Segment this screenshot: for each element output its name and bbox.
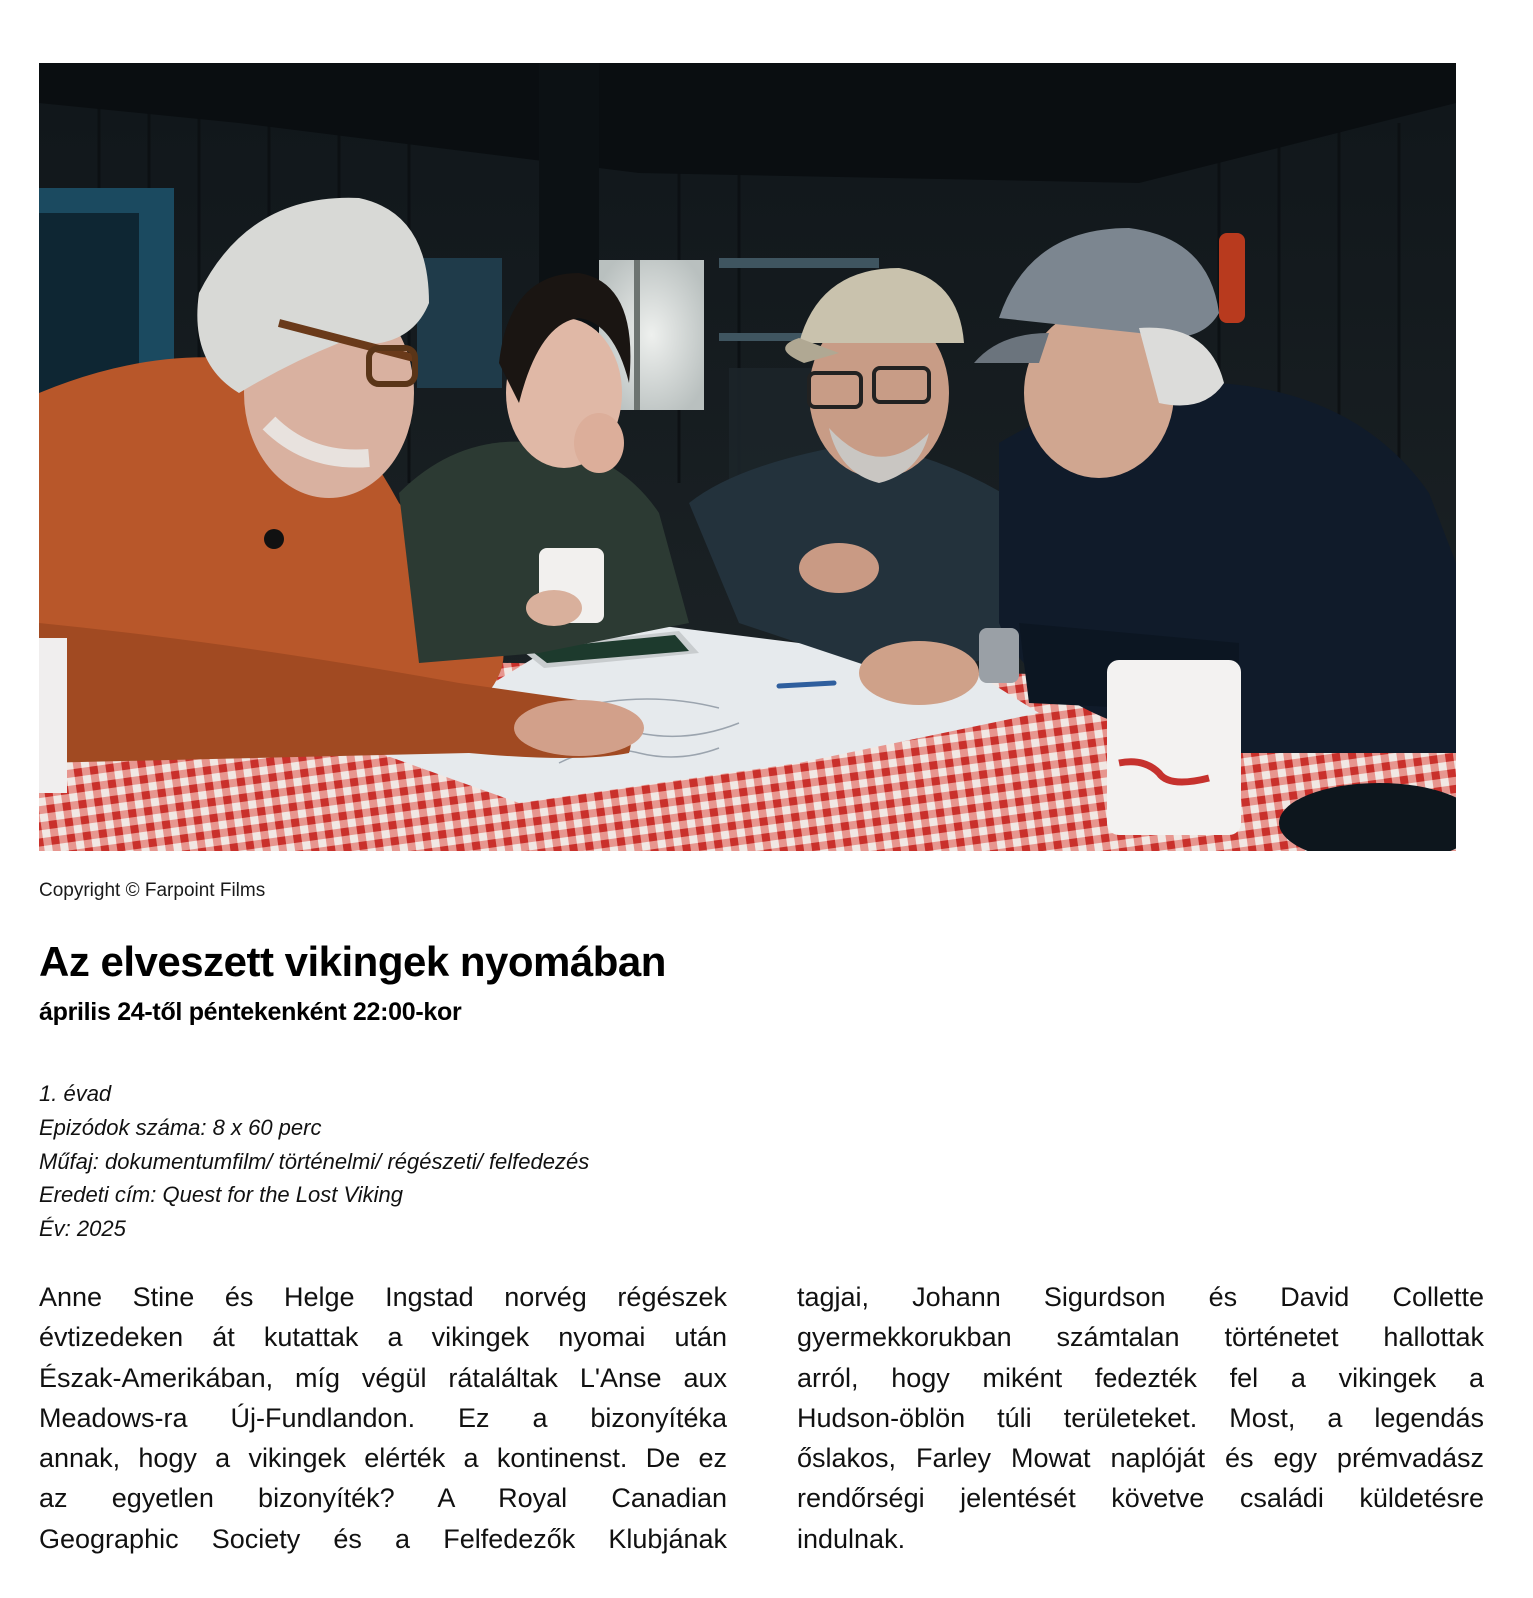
body-line: évtizedeken át kutattak a vikingek nyomai után	[39, 1322, 727, 1353]
body-line: Meadows-ra Új-Fundlandon. Ez a bizonyítéka	[39, 1402, 727, 1433]
season-info: 1. évad	[39, 1081, 112, 1106]
original-title-info: Eredeti cím: Quest for the Lost Viking	[39, 1182, 403, 1208]
photo-illustration	[39, 63, 1456, 851]
body-line: az egyetlen bizonyíték? A Royal Canadian	[39, 1483, 727, 1514]
body-line: annak, hogy a vikingek elérték a kontinenst. De ez	[39, 1443, 727, 1474]
body-line: rendőrségi jelentését követve családi küldetésre	[797, 1483, 1484, 1514]
body-line: arról, hogy miként fedezték fel a vikingek a	[797, 1362, 1484, 1393]
genre-info: Műfaj: dokumentumfilm/ történelmi/ régészeti/ felfedezés	[39, 1148, 590, 1174]
body-line: gyermekkorukban számtalan történetet hallottak	[797, 1322, 1484, 1353]
body-line: indulnak.	[797, 1523, 906, 1554]
body-column-left	[39, 1277, 727, 1559]
mug-right	[1107, 660, 1241, 835]
body-line: Hudson-öblön túli területeket. Most, a legendás	[797, 1402, 1484, 1433]
year-info: Év: 2025	[39, 1216, 126, 1242]
body-line: őslakos, Farley Mowat naplóját és egy prémvadász	[797, 1443, 1484, 1474]
show-info-list	[39, 1077, 589, 1246]
episodes-info: Epizódok száma: 8 x 60 perc	[39, 1114, 322, 1140]
body-line: Észak-Amerikában, míg végül rátaláltak L'Anse aux	[39, 1362, 727, 1393]
hero-photo	[39, 63, 1456, 851]
body-line: Geographic Society és a Felfedezők Klubjának	[39, 1523, 727, 1554]
page-title: Az elveszett vikingek nyomában	[39, 938, 666, 985]
broadcast-schedule: április 24-től péntekenként 22:00-kor	[39, 998, 462, 1026]
body-column-right	[797, 1277, 1484, 1559]
body-line: tagjai, Johann Sigurdson és David Collette	[797, 1282, 1484, 1312]
photo-credit: Copyright © Farpoint Films	[39, 880, 266, 901]
body-line: Anne Stine és Helge Ingstad norvég régészek	[39, 1282, 727, 1312]
